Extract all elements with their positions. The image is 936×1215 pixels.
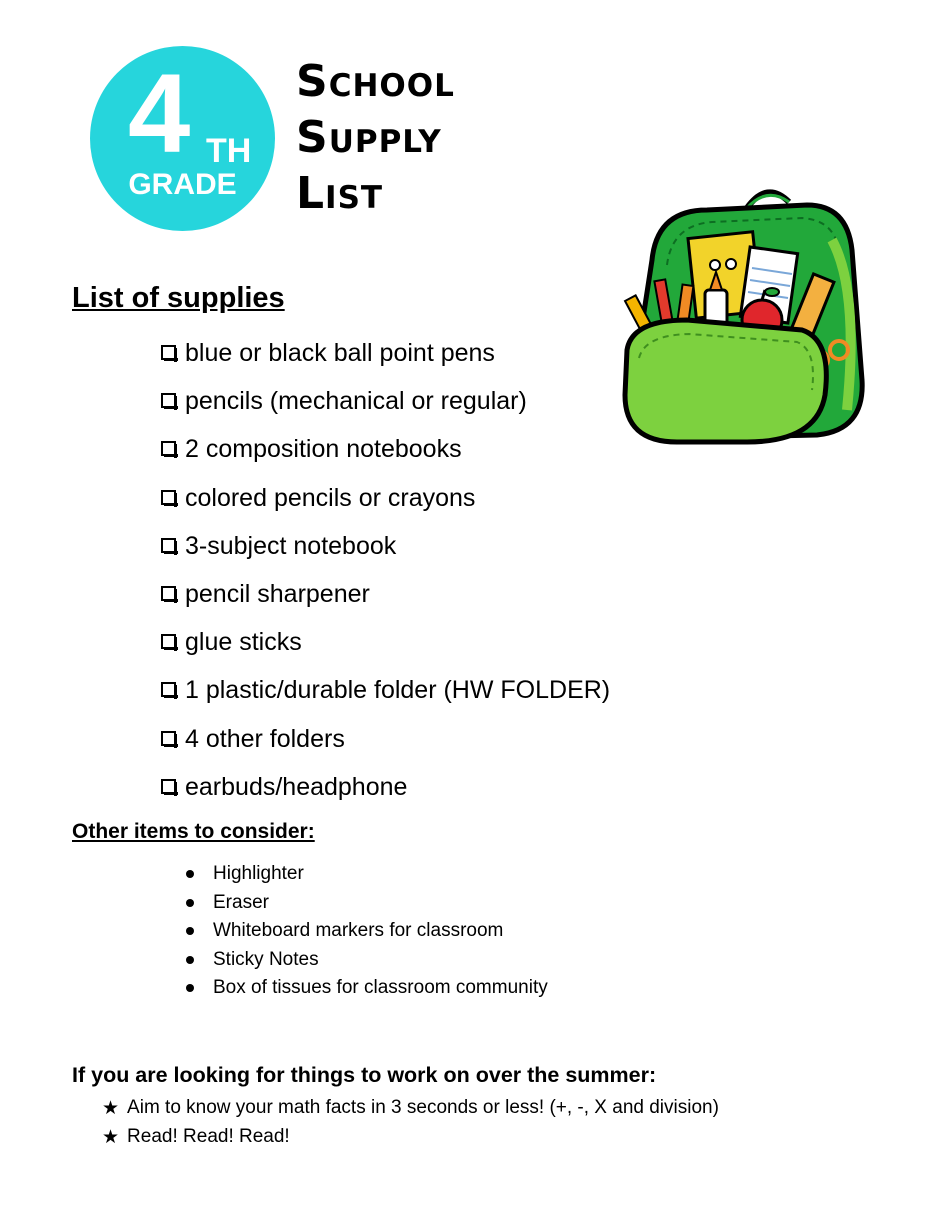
list-item bbox=[186, 889, 548, 918]
supply-item[interactable] bbox=[158, 335, 610, 383]
bullet-icon bbox=[186, 870, 194, 878]
bullet-icon bbox=[186, 956, 194, 964]
supply-item-label: colored pencils or crayons bbox=[185, 483, 476, 512]
checkbox-icon[interactable] bbox=[161, 779, 176, 794]
list-item bbox=[102, 1123, 719, 1152]
checkbox-icon[interactable] bbox=[161, 345, 176, 360]
supply-item[interactable] bbox=[158, 576, 610, 624]
list-item-label: Sticky Notes bbox=[213, 948, 319, 970]
supply-item-label: blue or black ball point pens bbox=[185, 339, 495, 367]
bullet-icon bbox=[186, 899, 194, 907]
checkbox-icon[interactable] bbox=[161, 682, 176, 697]
bullet-icon bbox=[186, 984, 194, 992]
star-icon: ★ bbox=[102, 1125, 120, 1148]
list-item-label: Eraser bbox=[213, 891, 269, 913]
list-item bbox=[186, 974, 548, 1003]
supply-item-label: 3-subject notebook bbox=[185, 531, 397, 560]
checkbox-icon[interactable] bbox=[161, 490, 176, 505]
other-items-heading: Other items to consider: bbox=[72, 820, 315, 843]
supply-item-label: pencils (mechanical or regular) bbox=[185, 387, 527, 416]
list-item-label: Highlighter bbox=[213, 863, 304, 885]
supply-item[interactable] bbox=[158, 431, 610, 479]
supplies-heading: List of supplies bbox=[72, 282, 285, 314]
title-line-3: List bbox=[296, 168, 384, 219]
title-line-2: Supply bbox=[296, 112, 442, 163]
supply-item-label: 1 plastic/durable folder (HW FOLDER) bbox=[185, 676, 611, 705]
grade-badge bbox=[90, 46, 275, 231]
checkbox-icon[interactable] bbox=[161, 634, 176, 649]
star-icon: ★ bbox=[102, 1097, 120, 1120]
checkbox-icon[interactable] bbox=[161, 441, 176, 456]
supply-item[interactable] bbox=[158, 528, 610, 576]
supply-item-label: 4 other folders bbox=[185, 724, 345, 753]
supply-item-label: earbuds/headphone bbox=[185, 772, 408, 801]
supply-item-label: 2 composition notebooks bbox=[185, 435, 462, 464]
list-item-label: Read! Read! Read! bbox=[127, 1125, 290, 1147]
checkbox-icon[interactable] bbox=[161, 731, 176, 746]
bullet-icon bbox=[186, 927, 194, 935]
list-item bbox=[186, 946, 548, 975]
supply-item[interactable] bbox=[158, 672, 610, 720]
grade-suffix: TH bbox=[206, 132, 252, 170]
backpack-icon bbox=[597, 180, 893, 446]
supply-item[interactable] bbox=[158, 721, 610, 769]
list-item-label: Aim to know your math facts in 3 seconds or less! (+, -, X and division) bbox=[127, 1097, 719, 1119]
supply-item[interactable] bbox=[158, 383, 610, 431]
checkbox-icon[interactable] bbox=[161, 393, 176, 408]
supply-item-label: pencil sharpener bbox=[185, 579, 370, 608]
supply-item[interactable] bbox=[158, 624, 610, 672]
list-item-label: Box of tissues for classroom community bbox=[213, 977, 548, 999]
supply-item-label: glue sticks bbox=[185, 628, 302, 657]
list-item-label: Whiteboard markers for classroom bbox=[213, 920, 504, 942]
supply-item[interactable] bbox=[158, 769, 610, 817]
list-item bbox=[186, 917, 548, 946]
grade-word: GRADE bbox=[128, 168, 237, 201]
summer-list bbox=[102, 1094, 719, 1151]
title-line-1: School bbox=[296, 56, 455, 107]
list-item bbox=[102, 1094, 719, 1123]
checkbox-icon[interactable] bbox=[161, 538, 176, 553]
other-items-list bbox=[186, 860, 548, 1003]
grade-number: 4 bbox=[128, 51, 189, 176]
checkbox-icon[interactable] bbox=[161, 586, 176, 601]
supply-item[interactable] bbox=[158, 480, 610, 528]
summer-heading: If you are looking for things to work on over the summer: bbox=[72, 1063, 657, 1087]
supplies-list bbox=[158, 335, 610, 817]
list-item bbox=[186, 860, 548, 889]
